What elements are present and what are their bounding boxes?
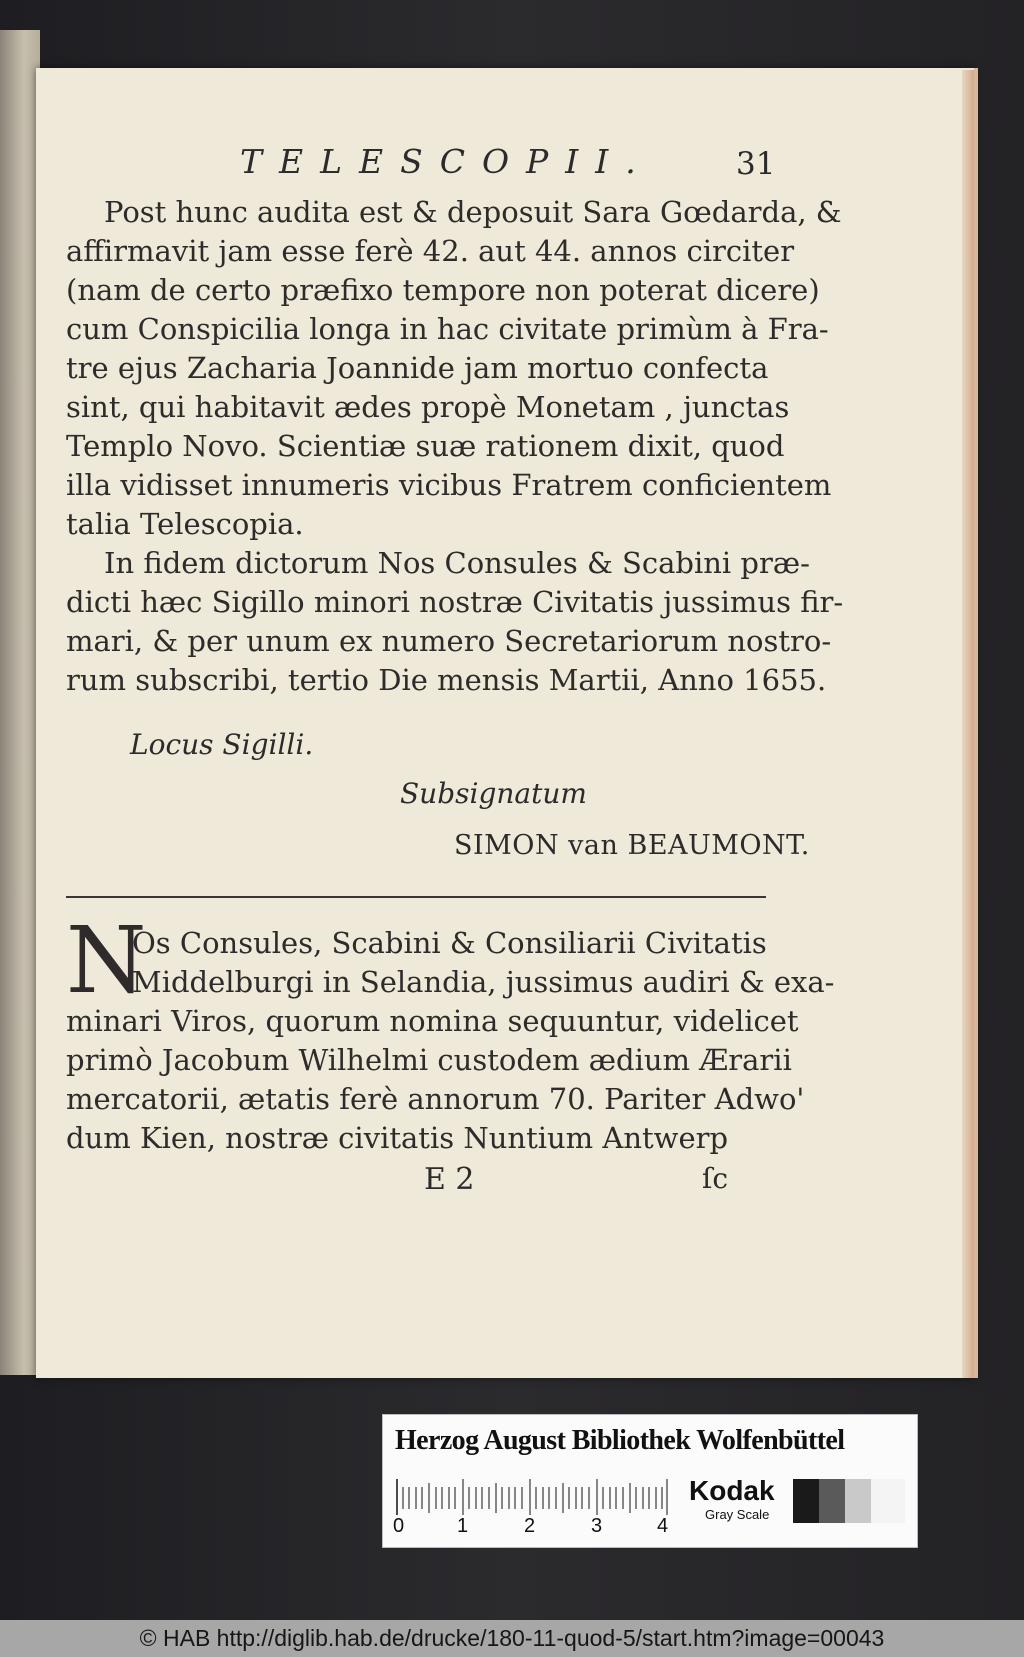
subsignatum: Subsignatum [400, 777, 587, 810]
text-line: In fidem dictorum Nos Consules & Scabini præ- [104, 546, 810, 580]
ruler-number: 3 [591, 1515, 603, 1537]
text-line: illa vidisset innumeris vicibus Fratrem conficientem [66, 468, 832, 502]
left-page-edge [0, 30, 40, 1375]
copyright-footer: © HAB http://diglib.hab.de/drucke/180-11-quod-5/start.htm?image=00043 [0, 1620, 1024, 1657]
catchword: ſc [702, 1162, 729, 1195]
text-line: rum subscribi, tertio Die mensis Martii, Anno 1655. [66, 663, 827, 697]
ruler-number: 4 [657, 1515, 669, 1537]
text-line: primò Jacobum Wilhelmi custodem ædium Ærarii [66, 1043, 792, 1077]
text-line: affirmavit jam esse ferè 42. aut 44. annos circiter [66, 234, 795, 268]
text-line: cum Conspicilia longa in hac civitate primùm à Fra- [66, 312, 829, 346]
institution-name: Herzog August Bibliothek Wolfenbüttel [395, 1425, 845, 1456]
ruler-scale [397, 1479, 667, 1515]
gray-scale-label: Gray Scale [705, 1507, 770, 1522]
text-line: Templo Novo. Scientiæ suæ rationem dixit, quod [66, 429, 785, 463]
text-line: sint, qui habitavit ædes propè Monetam , junctas [66, 390, 790, 424]
gray-patch-white [871, 1479, 905, 1523]
text-line: Post hunc audita est & deposuit Sara Gœdarda, & [104, 195, 842, 229]
text-line: mercatorii, ætatis ferè annorum 70. Pariter Adwo' [66, 1082, 805, 1116]
page-number: 31 [736, 146, 776, 182]
paragraph-3-head [132, 924, 835, 1002]
text-line: mari, & per unum ex numero Secretariorum nostro- [66, 624, 832, 658]
text-line: dum Kien, nostræ civitatis Nuntium Antwerp [66, 1121, 729, 1155]
locus-sigilli: Locus Sigilli. [130, 728, 314, 761]
ruler-number: 1 [457, 1515, 469, 1537]
text-line: Middelburgi in Selandia, jussimus audiri & exa- [132, 965, 835, 999]
ruler-number: 0 [393, 1515, 405, 1537]
kodak-logo: Kodak [689, 1475, 775, 1506]
signature-mark: E 2 [424, 1162, 475, 1197]
running-head: TELESCOPII. [240, 142, 653, 181]
paragraph-2 [66, 544, 844, 700]
paragraph-3 [66, 1002, 805, 1158]
text-line: minari Viros, quorum nomina sequuntur, videlicet [66, 1004, 799, 1038]
text-line: tre ejus Zacharia Joannide jam mortuo confecta [66, 351, 769, 385]
paragraph-1 [66, 193, 842, 544]
page-edge [962, 70, 974, 1378]
text-line: talia Telescopia. [66, 507, 304, 541]
ruler-number: 2 [524, 1515, 536, 1537]
text-line: dicti hæc Sigillo minori nostræ Civitatis jussimus fir- [66, 585, 844, 619]
text-line: (nam de certo præfixo tempore non poterat dicere) [66, 273, 820, 307]
drop-cap: N [66, 907, 147, 1014]
color-target-card [382, 1414, 918, 1548]
section-rule [66, 896, 766, 898]
signatory-name: SIMON van BEAUMONT. [454, 830, 810, 861]
text-line: Os Consules, Scabini & Consiliarii Civitatis [132, 926, 767, 960]
